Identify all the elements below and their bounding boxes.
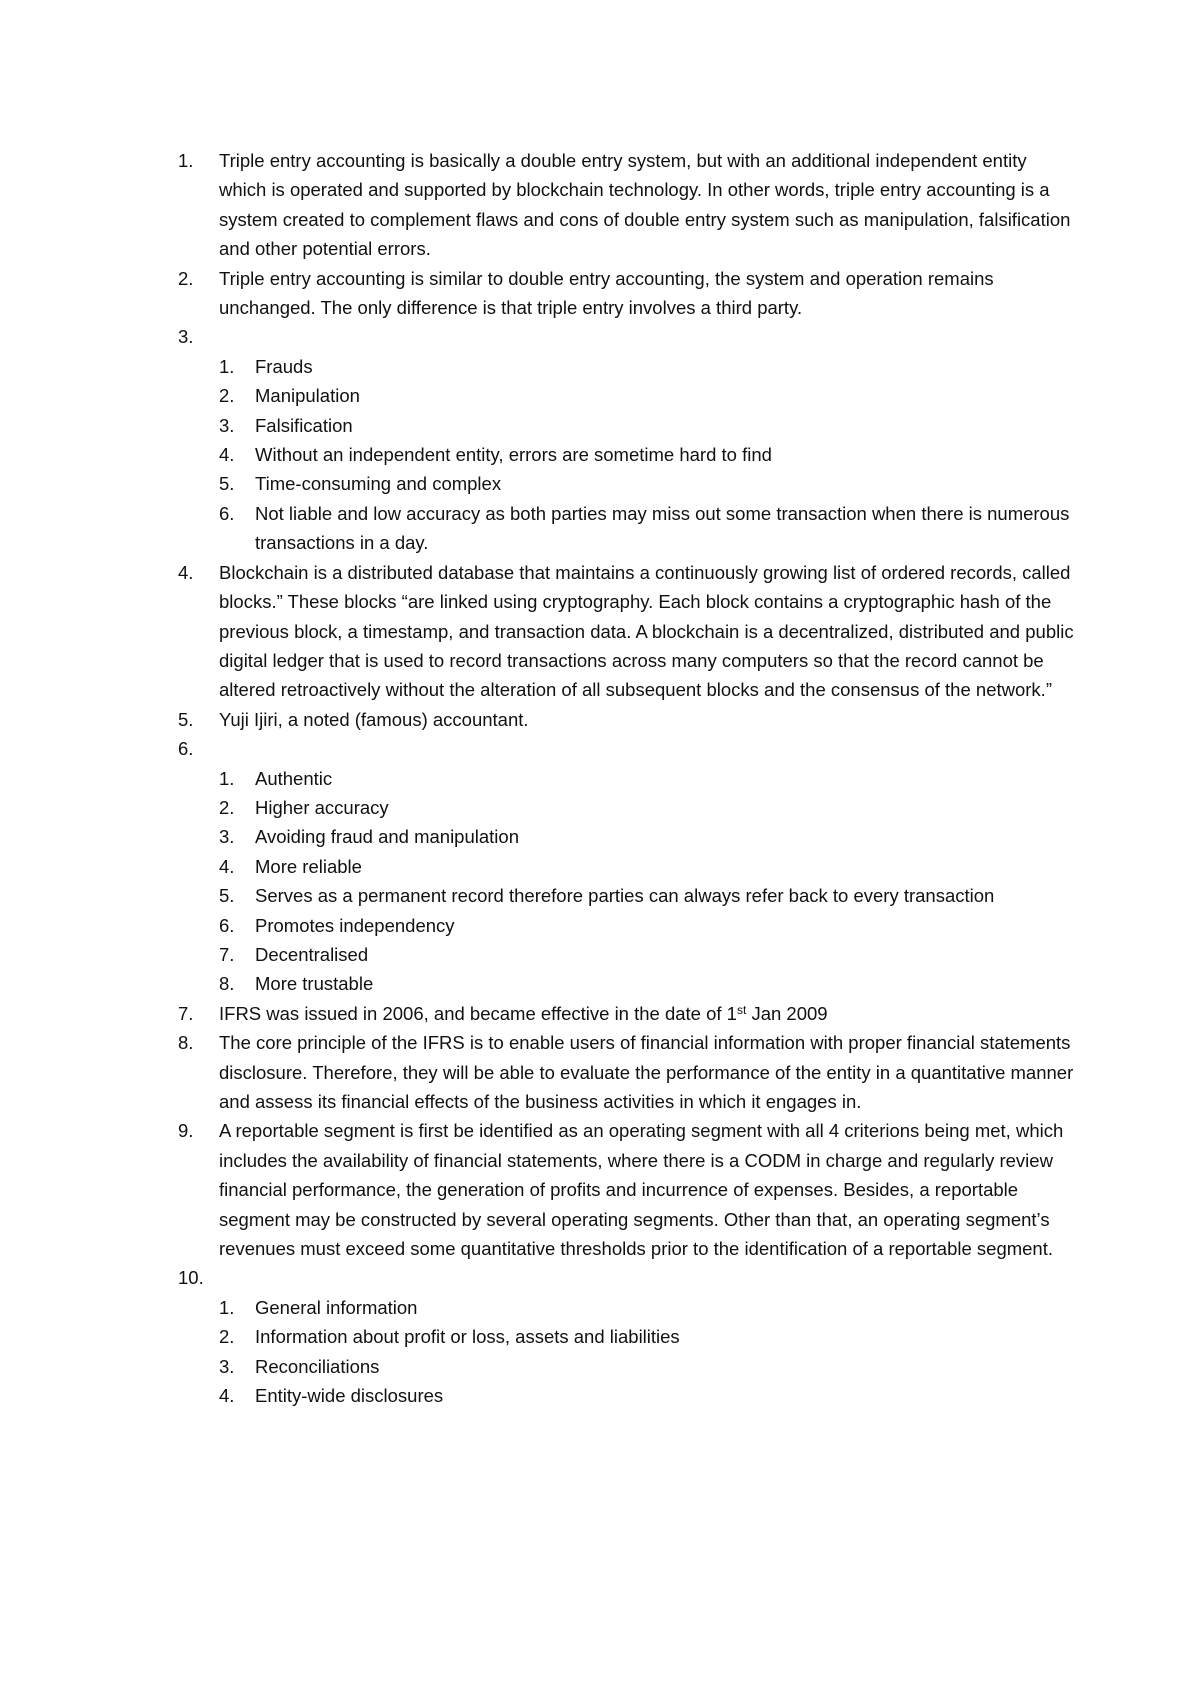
list-item-3 — [178, 322, 1078, 351]
sublist-number: 3. — [219, 826, 235, 848]
sublist-number: 2. — [219, 1326, 235, 1348]
sublist-text: Time-consuming and complex — [255, 473, 502, 495]
sublist-number: 4. — [219, 444, 235, 466]
list-text: Triple entry accounting is similar to double entry accounting, the system and operation remains unchanged. The only difference is that triple entry involves a third party. — [219, 267, 994, 319]
sublist-item — [219, 940, 1078, 969]
sublist-text: Falsification — [255, 414, 353, 436]
list-text: A reportable segment is first be identified as an operating segment with all 4 criterions being met, which includes the availability of financial statements, where there is a CODM in charge and regularly review financial performance, the generation of profits and incurrence of expenses. Besides, a reportable segment may be constructed by several operating segments. Other than that, an operating segment’s revenues must exceed some quantitative thresholds prior to the identification of a reportable segment. — [219, 1120, 1064, 1260]
sublist-item — [219, 764, 1078, 793]
sublist-item — [219, 969, 1078, 998]
sublist-number: 4. — [219, 1385, 235, 1407]
sublist-item — [219, 1352, 1078, 1381]
sublist-item — [219, 352, 1078, 381]
list-number: 7. — [178, 1002, 194, 1024]
sublist-10 — [219, 1293, 1078, 1411]
text-after-superscript: Jan 2009 — [746, 1002, 828, 1024]
list-text: Triple entry accounting is basically a double entry system, but with an additional independent entity which is operated and supported by blockchain technology. In other words, triple entry accounting is a system created to complement flaws and cons of double entry system such as manipulation, falsification and other potential errors. — [219, 150, 1071, 260]
sublist-text: Avoiding fraud and manipulation — [255, 826, 519, 848]
list-number: 8. — [178, 1032, 194, 1054]
sublist-text: More reliable — [255, 855, 362, 877]
list-text: The core principle of the IFRS is to enable users of financial information with proper financial statements disclosure. Therefore, they will be able to evaluate the performance of the entity in a quantitative manner and assess its financial effects of the business activities in which it engages in. — [219, 1032, 1074, 1112]
sublist-item — [219, 411, 1078, 440]
sublist-number: 3. — [219, 414, 235, 436]
ordinal-superscript: st — [736, 1002, 747, 1017]
sublist-item — [219, 793, 1078, 822]
list-number: 3. — [178, 326, 194, 348]
text-before-superscript: IFRS was issued in 2006, and became effective in the date of 1 — [219, 1002, 737, 1024]
sublist-number: 5. — [219, 885, 235, 907]
sublist-text: Decentralised — [255, 943, 369, 965]
sublist-text: Promotes independency — [255, 914, 455, 936]
sublist-item — [219, 881, 1078, 910]
list-item-6 — [178, 734, 1078, 763]
list-text: Yuji Ijiri, a noted (famous) accountant. — [219, 708, 529, 730]
sublist-text: Information about profit or loss, assets and liabilities — [255, 1326, 680, 1348]
sublist-6 — [219, 764, 1078, 999]
list-item-2 — [178, 264, 1078, 323]
sublist-number: 5. — [219, 473, 235, 495]
sublist-text: Serves as a permanent record therefore parties can always refer back to every transaction — [255, 885, 995, 907]
sublist-text: General information — [255, 1296, 418, 1318]
sublist-text: Higher accuracy — [255, 796, 389, 818]
list-number: 6. — [178, 738, 194, 760]
list-item-8 — [178, 1028, 1078, 1116]
list-text — [219, 999, 1078, 1028]
sublist-number: 1. — [219, 1296, 235, 1318]
sublist-text: Frauds — [255, 355, 313, 377]
sublist-number: 1. — [219, 767, 235, 789]
list-number: 9. — [178, 1120, 194, 1142]
document-content — [178, 146, 1078, 1410]
list-number: 10. — [178, 1267, 204, 1289]
list-item-1 — [178, 146, 1078, 264]
sublist-number: 4. — [219, 855, 235, 877]
sublist-text: Manipulation — [255, 385, 360, 407]
sublist-number: 1. — [219, 355, 235, 377]
sublist-item — [219, 1381, 1078, 1410]
list-number: 2. — [178, 267, 194, 289]
sublist-number: 6. — [219, 502, 235, 524]
list-item-9 — [178, 1116, 1078, 1263]
list-item-4 — [178, 558, 1078, 705]
sublist-text: Reconciliations — [255, 1355, 380, 1377]
list-text: Blockchain is a distributed database that maintains a continuously growing list of ordered records, called blocks.” These blocks “are linked using cryptography. Each block contains a cryptographic hash of the previous block, a timestamp, and transaction data. A blockchain is a decentralized, distributed and public digital ledger that is used to record transactions across many computers so that the record cannot be altered retroactively without the alteration of all subsequent blocks and the consensus of the network.” — [219, 561, 1074, 701]
sublist-number: 6. — [219, 914, 235, 936]
sublist-text: Not liable and low accuracy as both parties may miss out some transaction when there is numerous transactions in a day. — [255, 502, 1070, 554]
list-item-7 — [178, 999, 1078, 1028]
sublist-3 — [219, 352, 1078, 558]
sublist-item — [219, 852, 1078, 881]
sublist-text: More trustable — [255, 973, 374, 995]
list-number: 5. — [178, 708, 194, 730]
sublist-number: 8. — [219, 973, 235, 995]
sublist-item — [219, 1293, 1078, 1322]
sublist-item — [219, 440, 1078, 469]
sublist-text: Authentic — [255, 767, 333, 789]
list-number: 1. — [178, 150, 194, 171]
sublist-text: Without an independent entity, errors are sometime hard to find — [255, 444, 772, 466]
sublist-number: 3. — [219, 1355, 235, 1377]
sublist-number: 2. — [219, 796, 235, 818]
sublist-text: Entity-wide disclosures — [255, 1385, 444, 1407]
sublist-number: 2. — [219, 385, 235, 407]
sublist-item — [219, 822, 1078, 851]
sublist-number: 7. — [219, 943, 235, 965]
sublist-item — [219, 499, 1078, 558]
sublist-item — [219, 1322, 1078, 1351]
list-item-5 — [178, 705, 1078, 734]
list-item-10 — [178, 1263, 1078, 1292]
sublist-item — [219, 469, 1078, 498]
sublist-item — [219, 381, 1078, 410]
sublist-item — [219, 911, 1078, 940]
list-number: 4. — [178, 561, 194, 583]
